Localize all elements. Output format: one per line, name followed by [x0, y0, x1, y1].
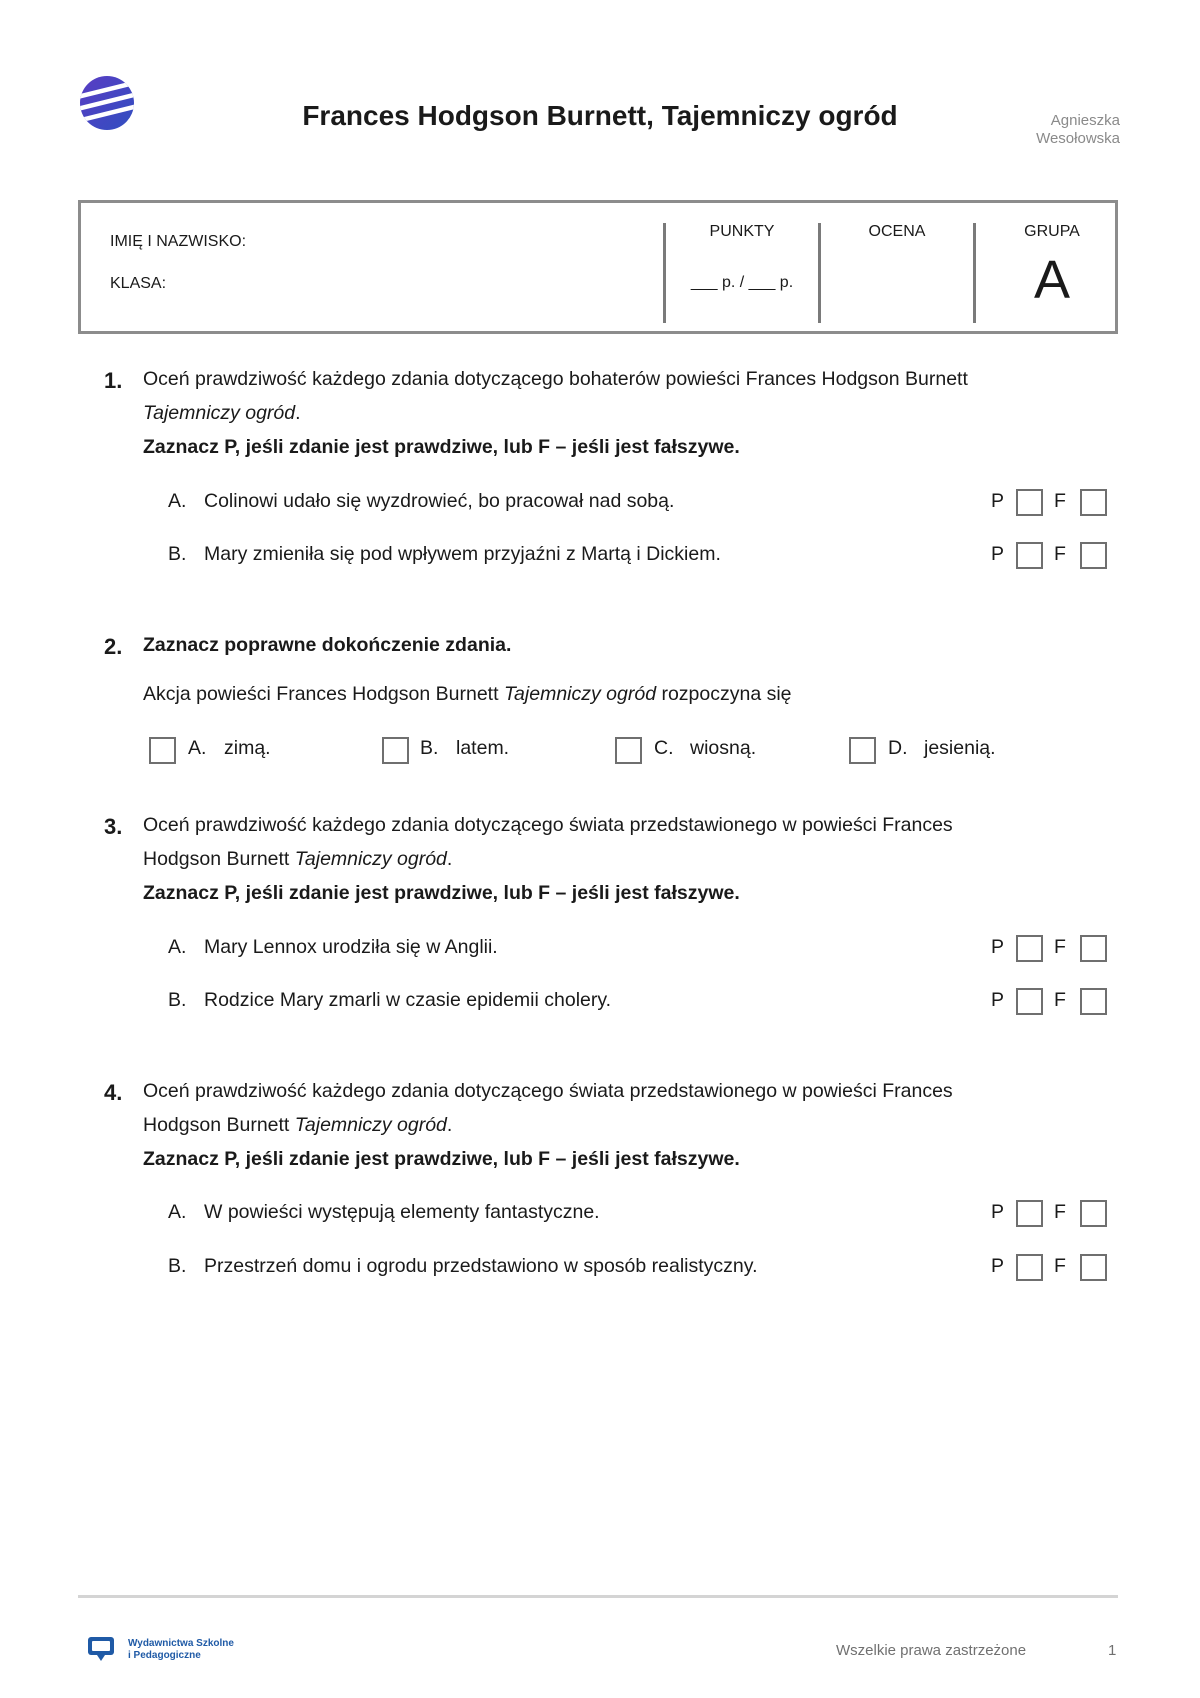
question-3-text [143, 808, 1073, 876]
statement-text: Mary zmieniła się pod wpływem przyjaźni z Martą i Dickiem. [204, 543, 721, 565]
option-text: jesienią. [924, 737, 996, 759]
question-4-text [143, 1074, 1073, 1142]
author-first-name: Agnieszka [1050, 112, 1120, 129]
question-3-instruction: Zaznacz P, jeśli zdanie jest prawdziwe, lub F – jeśli jest fałszywe. [143, 882, 740, 904]
false-label: F [1054, 936, 1066, 958]
option-letter: C. [654, 737, 674, 759]
option-b [420, 737, 509, 760]
publisher-line: Wydawnictwa Szkolne [128, 1638, 234, 1649]
book-title: Tajemniczy ogród [503, 683, 657, 705]
true-checkbox[interactable] [1016, 542, 1043, 569]
option-c-checkbox[interactable] [615, 737, 642, 764]
class-label: KLASA: [110, 275, 167, 292]
author-last-name: Wesołowska [1036, 130, 1120, 147]
question-text: Oceń prawdziwość każdego zdania dotyczącego świata przedstawionego w powieści Frances [143, 814, 953, 836]
option-letter: B. [420, 737, 439, 759]
statement-letter: B. [168, 543, 187, 565]
question-1-text [143, 362, 1073, 430]
option-letter: D. [888, 737, 908, 759]
question-2-stem [143, 677, 1073, 711]
true-checkbox[interactable] [1016, 988, 1043, 1015]
true-label: P [991, 1201, 1005, 1223]
false-label: F [1054, 1201, 1066, 1223]
false-label: F [1054, 989, 1066, 1011]
publisher-line: i Pedagogiczne [128, 1650, 201, 1661]
book-title: Tajemniczy ogród [294, 1114, 447, 1136]
stem-text: Akcja powieści Frances Hodgson Burnett [143, 683, 499, 705]
question-text: Hodgson Burnett [143, 848, 290, 870]
false-checkbox[interactable] [1080, 542, 1107, 569]
footer-divider [78, 1595, 1118, 1598]
true-checkbox[interactable] [1016, 1200, 1043, 1227]
option-b-checkbox[interactable] [382, 737, 409, 764]
page-number: 1 [1108, 1642, 1117, 1659]
true-checkbox[interactable] [1016, 1254, 1043, 1281]
option-text: wiosną. [690, 737, 757, 759]
question-text: Oceń prawdziwość każdego zdania dotyczącego bohaterów powieści Frances Hodgson Burnett [143, 368, 968, 390]
false-checkbox[interactable] [1080, 489, 1107, 516]
question-text: Hodgson Burnett [143, 1114, 290, 1136]
statement-1b [168, 543, 721, 566]
question-4-number: 4. [104, 1080, 123, 1105]
book-title: Tajemniczy ogród [143, 402, 296, 424]
student-info-box [78, 200, 1118, 334]
option-a [188, 737, 271, 760]
true-label: P [991, 490, 1005, 512]
statement-letter: B. [168, 1255, 187, 1277]
wsip-monitor-logo-icon [86, 1634, 116, 1664]
true-checkbox[interactable] [1016, 935, 1043, 962]
statement-text: Mary Lennox urodziła się w Anglii. [204, 936, 498, 958]
question-4-instruction: Zaznacz P, jeśli zdanie jest prawdziwe, lub F – jeśli jest fałszywe. [143, 1148, 740, 1170]
grade-label: OCENA [868, 223, 926, 240]
statement-3b [168, 989, 611, 1012]
question-2-instruction: Zaznacz poprawne dokończenie zdania. [143, 634, 512, 656]
statement-letter: A. [168, 936, 187, 958]
copyright-notice: Wszelkie prawa zastrzeżone [836, 1642, 1027, 1659]
statement-4a [168, 1201, 600, 1224]
statement-text: Przestrzeń domu i ogrodu przedstawiono w sposób realistyczny. [204, 1255, 758, 1277]
punctuation: . [446, 848, 453, 870]
group-label: GRUPA [1024, 223, 1080, 240]
option-d-checkbox[interactable] [849, 737, 876, 764]
false-label: F [1054, 1255, 1066, 1277]
option-d [888, 737, 996, 760]
statement-letter: A. [168, 490, 187, 512]
true-label: P [991, 989, 1005, 1011]
false-checkbox[interactable] [1080, 1200, 1107, 1227]
false-label: F [1054, 490, 1066, 512]
option-c [654, 737, 756, 760]
author [1036, 112, 1120, 148]
group-value: A [1033, 250, 1071, 310]
option-a-checkbox[interactable] [149, 737, 176, 764]
option-text: latem. [456, 737, 510, 759]
points-value: ___ p. / ___ p. [690, 274, 794, 291]
false-checkbox[interactable] [1080, 935, 1107, 962]
name-label: IMIĘ I NAZWISKO: [110, 233, 247, 250]
question-2-number: 2. [104, 634, 123, 659]
statement-text: Rodzice Mary zmarli w czasie epidemii cholery. [204, 989, 612, 1011]
question-1-instruction: Zaznacz P, jeśli zdanie jest prawdziwe, lub F – jeśli jest fałszywe. [143, 436, 740, 458]
punctuation: . [446, 1114, 453, 1136]
true-label: P [991, 1255, 1005, 1277]
punctuation: . [295, 402, 301, 424]
statement-4b [168, 1255, 757, 1278]
option-text: zimą. [224, 737, 271, 759]
question-text: Oceń prawdziwość każdego zdania dotyczącego świata przedstawionego w powieści Frances [143, 1080, 953, 1102]
false-label: F [1054, 543, 1066, 565]
statement-letter: A. [168, 1201, 187, 1223]
points-label: PUNKTY [709, 223, 775, 240]
question-1-number: 1. [104, 368, 123, 393]
statement-text: W powieści występują elementy fantastyczne. [204, 1201, 600, 1223]
document-title: Frances Hodgson Burnett, Tajemniczy ogród [302, 100, 898, 131]
statement-3a [168, 936, 498, 959]
statement-1a [168, 490, 674, 513]
false-checkbox[interactable] [1080, 1254, 1107, 1281]
true-checkbox[interactable] [1016, 489, 1043, 516]
question-3-number: 3. [104, 814, 123, 839]
false-checkbox[interactable] [1080, 988, 1107, 1015]
publisher-name [128, 1638, 234, 1662]
statement-letter: B. [168, 989, 187, 1011]
stem-end: rozpoczyna się [661, 683, 792, 705]
true-label: P [991, 936, 1005, 958]
statement-text: Colinowi udało się wyzdrowieć, bo pracował nad sobą. [204, 490, 675, 512]
book-title: Tajemniczy ogród [294, 848, 447, 870]
true-label: P [991, 543, 1005, 565]
option-letter: A. [188, 737, 207, 759]
